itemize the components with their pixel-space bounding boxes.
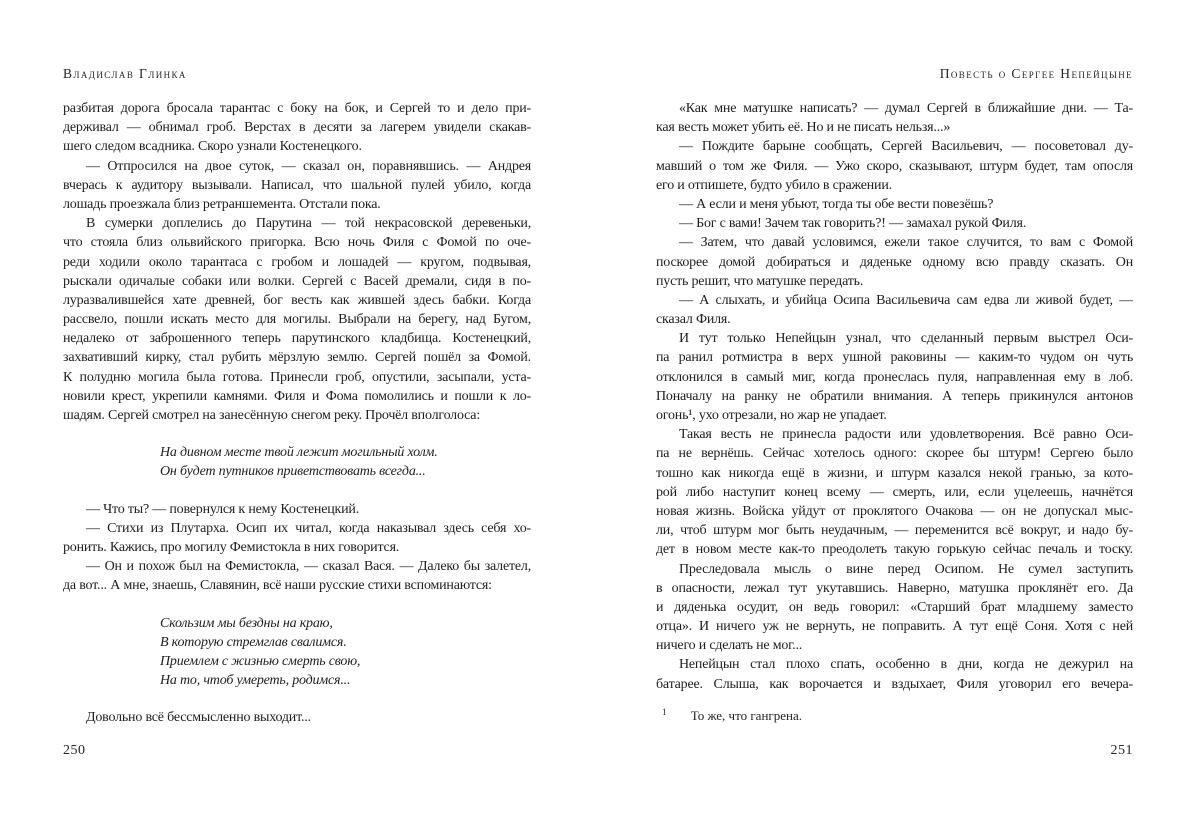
paragraph [656,291,1133,329]
text-line: вчерась к аудитору вызывали. Написал, что шальной пулей убило, когда [63,177,531,193]
text-line: ронить. Кажись, про могилу Фемистокла в них говорится. [63,539,400,555]
text-line: В сумерки доплелись до Парутина — той некрасовской деревеньки, [86,216,531,232]
paragraph [63,500,531,519]
verse-line: Скользим мы бездны на краю, [160,615,333,631]
text-line: в опасности, лежал тут укутавшись. Наверно, матушка проклянёт его. Да [656,580,1133,596]
paragraph [63,214,531,425]
text-line: батарее. Слыша, как ворочается и вздыхает, Филя уговорил его вечера- [656,676,1133,692]
text-line: кая весть может убить её. Но и не писать нельзя...» [656,120,951,136]
text-line: реди ходили около тарантаса с гробом и лошадей — кругом, подвывая, [63,254,531,270]
text-line: — А слыхать, и убийца Осипа Васильевича сам едва ли живой будет, — [679,292,1133,308]
text-line: да вот... А мне, знаешь, Славянин, всё наши русские стихи вспоминаются: [63,578,492,594]
text-line: И тут только Непейцын узнал, что сделанный первым выстрел Оси- [679,331,1133,347]
text-line: Непейцын стал плохо спать, особенно в дни, когда не дежурил на [679,657,1133,673]
verse-block [160,614,531,691]
running-header-author: Владислав Глинка [63,66,187,81]
text-line: — Стихи из Плутарха. Осип их читал, когда наказывал здесь себя хо- [86,520,531,536]
text-line: луразвалившейся хате древней, бог весть как жившей здесь бабки. Когда [63,292,531,308]
text-line: Преследовала мысль о вине перед Осипом. Не сумел заступить [679,561,1133,577]
text-line: его и отпишете, будто убило в сражении. [656,177,892,193]
paragraph [656,137,1133,195]
page-number-left: 250 [63,743,86,758]
verse-line: Приемлем с жизнью смерть свою, [160,653,361,669]
text-line: «Как мне матушке написать? — думал Сергей в ближайшие дни. — Та- [679,101,1133,116]
text-line: и дяденька осудит, он ведь говорил: «Старший брат младшему заместо [656,599,1133,615]
text-line: Поначалу на ранку не обратили внимания. А теперь прикинулся антонов [656,388,1133,404]
text-line: па не вернёшь. Сейчас хотелось одного: скорее бы штурм! Сергею было [656,446,1133,462]
running-header-title: Повесть о Сергее Непейцыне [939,66,1133,81]
text-line: отца». И ничего уж не вернуть, не поправить. А тут ещё Соня. Хотя с ней [656,619,1133,635]
text-line: тошно как никогда ещё в жизни, и штурм казался некой гранью, за кото- [656,465,1133,481]
paragraph [656,560,1133,656]
verse-line: Он будет путников приветствовать всегда... [160,464,426,480]
text-line: новили крест, укрепили камнями. Филя и Фома помолились и пошли к ло- [63,388,531,404]
footnote [656,704,1133,724]
text-line: Такая весть не принесла радости или удовлетворения. Всё равно Оси- [679,427,1133,443]
text-line: — Затем, что давай условимся, ежели такое случится, то вам с Фомой [679,235,1133,251]
text-line: новая жизнь. Войска уйдут от проклятого Очакова — он не допускал мыс- [656,503,1133,519]
text-line: К полудню могила была готова. Принесли гроб, опустили, засыпали, уста- [63,369,531,385]
text-line: — Что ты? — повернулся к нему Костенецкий. [86,501,360,517]
text-line: па ранил ротмистра в верх ушной раковины — каким-то чудом он чуть [656,350,1133,366]
paragraph [656,425,1133,559]
paragraph [656,214,1133,233]
text-line: пусть решит, что матушке передать. [656,273,864,289]
text-line: ничего и сделать не мог... [656,638,803,654]
text-line: огонь¹, ухо отрезали, но жар не упадает. [656,408,887,423]
paragraph [63,708,531,727]
left-page [63,0,531,822]
paragraph [656,329,1133,425]
text-line: держивал — обнимал гроб. Верстах в десяти за лагерем увидели скакав- [63,120,531,136]
page-number-right: 251 [1110,743,1133,758]
text-line: — Он и похож был на Фемистокла, — сказал Вася. — Далеко бы залетел, [86,559,531,575]
paragraph [63,557,531,595]
text-line: недалеко от заброшенного теперь парутинского кладбища. Костенецкий, [63,331,531,347]
verse-line: На дивном месте твой лежит могильный холм. [160,445,438,461]
text-line: рассвело, пошли искать место для могилы. Выбрали на берегу, над Бугом, [63,312,531,328]
right-page [656,0,1133,822]
text-line: рой либо наступит конец всему — смерть, или, если уцелеешь, начнётся [656,484,1133,500]
paragraph [656,233,1133,291]
paragraph [63,157,531,215]
text-line: рыскали одичалые собаки или волки. Сергей с Васей дремали, сидя в по- [63,273,531,289]
verse-line: На то, чтоб умереть, родимся... [160,673,351,689]
text-line: — Бог с вами! Зачем так говорить?! — замахал рукой Филя. [679,216,1027,232]
text-line: лошадь проезжала близ ретраншемента. Отстали пока. [63,196,381,212]
footnote-marker: 1 [662,707,667,717]
text-line: шего следом всадника. Скоро узнали Костенецкого. [63,139,362,155]
text-line: сказал Филя. [656,312,731,328]
text-line: разбитая дорога бросала тарантас с боку на бок, и Сергей то и дело при- [63,101,531,116]
text-line: — Отпросился на двое суток, — сказал он, поравнявшись. — Андрея [86,158,531,174]
text-line: что стояла близ ольвийского пригорка. Всю ночь Филя с Фомой по оче- [63,235,531,251]
text-line: — А если и меня убьют, тогда ты обе вести повезёшь? [679,196,994,212]
text-line: поскорее домой добираться и дяденьке одному всю правду сказать. Он [656,254,1133,270]
footnote-text: То же, что гангрена. [690,708,802,723]
right-page-body [656,99,1133,694]
paragraph [656,655,1133,693]
verse-line: В которую стремглав свалимся. [160,634,347,650]
left-page-body [63,99,531,727]
paragraph [63,99,531,157]
paragraph [63,519,531,557]
verse-block [160,443,531,481]
text-line: дет в новом месте как-то преодолеть такую горькую сейчас печаль и тоску. [656,542,1133,558]
text-line: отклонился в самый миг, когда пронеслась пуля, направленная ему в лоб. [656,369,1133,385]
text-line: ли, чтоб штурм мог быть неудачным, — переменится всё вокруг, и надо бу- [656,523,1133,539]
paragraph [656,195,1133,214]
text-line: Довольно всё бессмысленно выходит... [86,710,311,726]
text-line: захвативший кирку, стал рубить мёрзлую землю. Сергей пошёл за Фомой. [63,350,531,366]
text-line: мавший о том же Филя. — Ужо скоро, сказывают, штурм будет, там опосля [656,158,1133,174]
text-line: шадям. Сергей смотрел на занесённую снегом реку. Прочёл вполголоса: [63,408,481,423]
paragraph [656,99,1133,137]
text-line: — Пождите барыне сообщать, Сергей Васильевич, — посоветовал ду- [679,139,1133,155]
